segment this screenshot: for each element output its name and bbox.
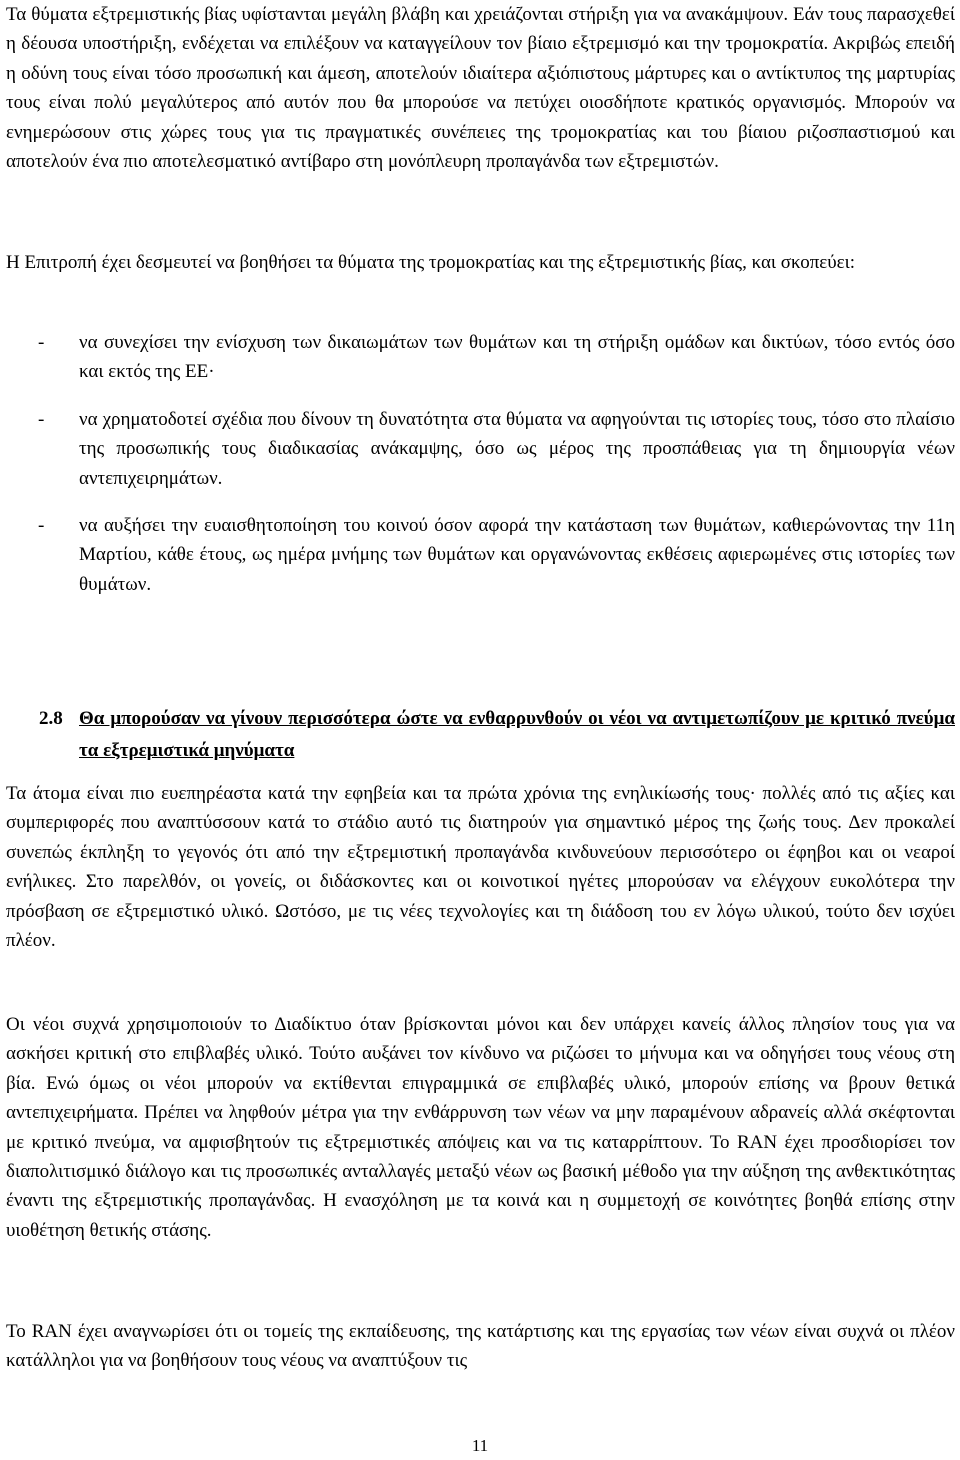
paragraph-youth-vulnerability: Τα άτομα είναι πιο ευεπηρέαστα κατά την εφηβεία και τα πρώτα χρόνια της ενηλικίωσής τους· πολλές από τις αξίες και συμπεριφορές που αναπτύσσουν κατά το στάδιο αυτό τις διατηρούν για σημαντικό μέρος της ζωής τους. Δεν προκαλεί συνεπώς έκπληξη το γεγονός ότι από την εξτρεμιστική προπαγάνδα κινδυνεύουν περισσότερο οι έφηβοι και οι νεαροί ενήλικες. Στο παρελθόν, οι γονείς, οι διδάσκοντες και οι κοινοτικοί ηγέτες μπορούσαν να ελέγχουν ευκολότερα την πρόσβαση σε εξτρεμιστικό υλικό. Ωστόσο, με τις νέες τεχνολογίες και τη διάδοση του εν λόγω υλικού, τούτο δεν ισχύει πλέον. bbox=[6, 783, 955, 952]
paragraph-ran-education: Το RAN έχει αναγνωρίσει ότι οι τομείς της εκπαίδευσης, της κατάρτισης και της εργασίας των νέων είναι συχνά οι πλέον κατάλληλοι για να βοηθήσουν τους νέους να αναπτύξουν τις bbox=[6, 1321, 955, 1372]
paragraph-commission-commitment: Η Επιτροπή έχει δεσμευτεί να βοηθήσει τα θύματα της τρομοκρατίας και της εξτρεμιστικής βίας, και σκοπεύει: bbox=[6, 252, 856, 273]
bullet-text: να αυξήσει την ευαισθητοποίηση του κοινού όσον αφορά την κατάσταση των θυμάτων, καθιερώνοντας την 11η Μαρτίου, κάθε έτους, ως ημέρα μνήμης των θυμάτων και οργανώνοντας εκθέσεις αφιερωμένες στις ιστορίες των θυμάτων. bbox=[79, 515, 955, 595]
section-number: 2.8 bbox=[39, 708, 63, 729]
bullet-dash: - bbox=[38, 515, 45, 536]
bullet-text: να χρηματοδοτεί σχέδια που δίνουν τη δυνατότητα στα θύματα να αφηγούνται τις ιστορίες τους, τόσο στο πλαίσιο της προσωπικής τους διαδικασίας ανάκαμψης, όσο ως μέρος της προσπάθειας για τη δημιουργία νέων αντεπιχειρημάτων. bbox=[79, 409, 955, 489]
bullet-dash: - bbox=[38, 409, 45, 430]
paragraph-victims-support: Τα θύματα εξτρεμιστικής βίας υφίστανται μεγάλη βλάβη και χρειάζονται στήριξη για να ανακάμψουν. Εάν τους παρασχεθεί η δέουσα υποστήριξη, ενδέχεται να επιλέξουν να καταγγείλουν τον βίαιο εξτρεμισμό και την τρομοκρατία. Ακριβώς επειδή η οδύνη τους είναι τόσο προσωπική και άμεση, αποτελούν ιδιαίτερα αξιόπιστους μάρτυρες και ο αντίκτυπος της μαρτυρίας τους είναι πολύ μεγαλύτερος από αυτόν που θα μπορούσε να πετύχει οιοσδήποτε κρατικός οργανισμός. Μπορούν να ενημερώσουν στις χώρες τους για τις πραγματικές συνέπειες της τρομοκρατίας και του βίαιου ριζοσπαστισμού και αποτελούν ένα πιο αποτελεσματικό αντίβαρο στη μονόπλευρη προπαγάνδα των εξτρεμιστών. bbox=[6, 4, 955, 173]
paragraph-internet-youth: Οι νέοι συχνά χρησιμοποιούν το Διαδίκτυο όταν βρίσκονται μόνοι και δεν υπάρχει κανείς άλλος πλησίον τους για να ασκήσει κριτική στο επιβλαβές υλικό. Τούτο αυξάνει τον κίνδυνο να ριζώσει το μήνυμα και να οδηγήσει τους νέους στη βία. Ενώ όμως οι νέοι μπορούν να εκτίθενται επιγραμμικά σε επιβλαβές υλικό, μπορούν επίσης να βρουν θετικά αντεπιχειρήματα. Πρέπει να ληφθούν μέτρα για την ενθάρρυνση των νέων να μην παραμένουν αδρανείς αλλά σκέφτονται με κριτικό πνεύμα, να αμφισβητούν τις εξτρεμιστικές απόψεις και να τις καταρρίπτουν. Το RAN έχει προσδιορίσει τον διαπολιτισμικό διάλογο και τις προσωπικές ανταλλαγές μεταξύ νέων ως βασική μέθοδο για την αύξηση της ανθεκτικότητας έναντι της εξτρεμιστικής προπαγάνδας. Η ενασχόληση με τα κοινά και η συμμετοχή σε κοινότητες βοηθά επίσης στην υιοθέτηση θετικής στάσης. bbox=[6, 1014, 955, 1241]
bullet-dash: - bbox=[38, 332, 45, 353]
page-number: 11 bbox=[471, 1436, 489, 1455]
bullet-text: να συνεχίσει την ενίσχυση των δικαιωμάτων των θυμάτων και τη στήριξη ομάδων και δικτύων, τόσο εντός όσο και εκτός της ΕΕ· bbox=[79, 332, 955, 383]
section-title: Θα μπορούσαν να γίνουν περισσότερα ώστε να ενθαρρυνθούν οι νέοι να αντιμετωπίζουν με κριτικό πνεύμα τα εξτρεμιστικά μηνύματα bbox=[79, 708, 955, 761]
